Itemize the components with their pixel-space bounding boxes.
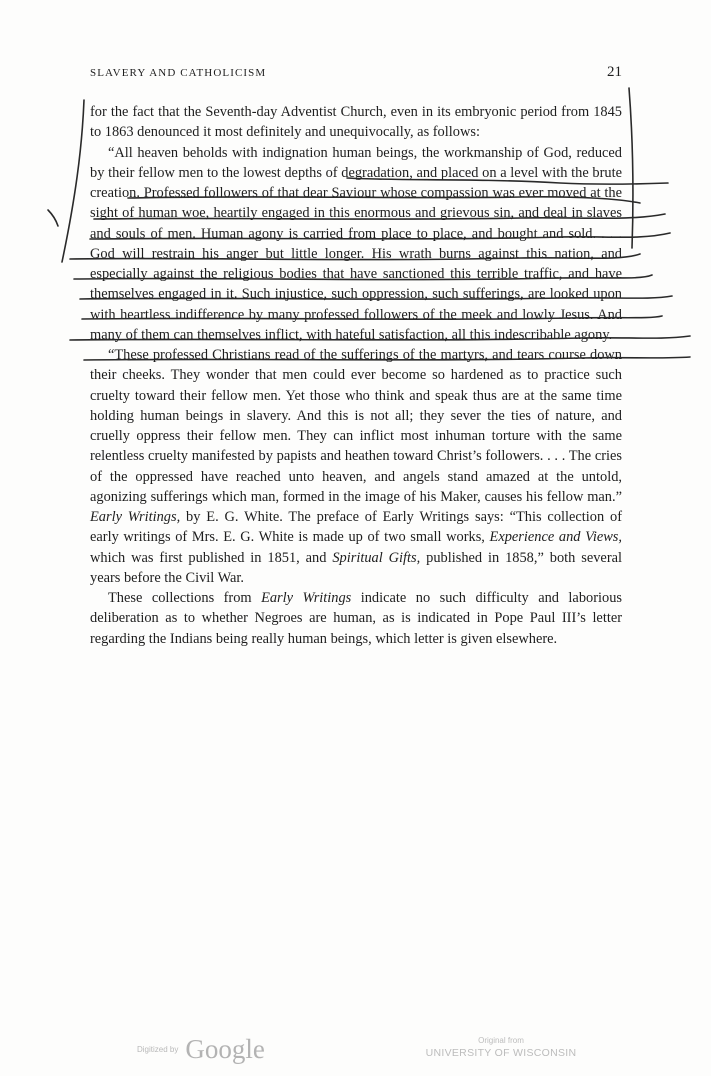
running-title: SLAVERY AND CATHOLICISM bbox=[90, 67, 267, 79]
text-run: by E. G. White. The preface of Early Writings says: “This collection of early writings of Mrs. E. G. White is made up of two small works, bbox=[90, 509, 622, 546]
italic-title-run: Spiritual Gifts, bbox=[332, 549, 421, 566]
text-run: These collections from bbox=[108, 590, 262, 606]
left-margin-bracket bbox=[62, 100, 84, 262]
paragraph-quote-heaven bbox=[90, 143, 622, 346]
original-source-watermark bbox=[410, 1036, 592, 1060]
italic-title-run: Experience and Views, bbox=[489, 529, 623, 546]
original-from-label: Original from bbox=[478, 1036, 524, 1045]
paragraph-intro bbox=[90, 102, 622, 143]
left-margin-tick bbox=[48, 210, 58, 226]
text-run: indicate no such difficulty and laborious deliberation as to whether Negroes are human, as is indicated in Pope Paul III’s letter regarding the Indians being really human beings, which letter is given elsewhere. bbox=[90, 590, 622, 647]
text-run: which was first published in 1851, and bbox=[90, 549, 333, 566]
italic-title-run: Early Writings bbox=[261, 590, 352, 606]
text-run: for the fact that the Seventh-day Adventist Church, even in its embryonic period from 1845 to 1863 denounced it most definitely and unequivocally, as follows: bbox=[90, 104, 622, 141]
text-run: “These professed Christians read of the sufferings of the martyrs, and tears course down their cheeks. They wonder that men could ever become so hardened as to practice such cruelty toward their fellow men. Yet those who think and speak thus are at the same time holding human beings in slavery. And this is not all; they sever the ties of nature, and cruelly oppress their fellow men. They can inflict most inhuman torture with the same relentless cruelty manifested by papists and heathen toward Christ’s followers. . . . The cries of the oppressed have reached unto heaven, and angels stand amazed at the untold, agonizing sufferings which man, formed in the image of his Maker, causes his fellow man.” bbox=[90, 347, 622, 505]
paragraph-quote-christians bbox=[90, 345, 622, 588]
text-run: “All heaven beholds with indignation human beings, the workmanship of God, reduced by their fellow men to the lowest depths of degradation, and placed on a level with the brute creation. Professed followers of that dear Saviour whose compassion was ever moved at the sight of human woe, heartily engaged in this enormous and grievous sin, and deal in slaves and souls of men. Human agony is carried from place to place, and bought and sold. . . . God will restrain his anger but little longer. His wrath burns against this nation, and especially against the religious bodies that have sanctioned this terrible traffic, and have themselves engaged in it. Such injustice, such oppression, such sufferings, are looked upon with heartless indifference by many professed followers of the meek and lowly Jesus. And many of them can themselves inflict, with hateful satisfaction, all this indescribable agony. bbox=[90, 144, 622, 343]
italic-title-run: Early Writings, bbox=[90, 509, 181, 525]
running-head bbox=[90, 64, 622, 84]
digitized-by-label: Digitized by bbox=[137, 1045, 179, 1054]
google-logo: Google bbox=[185, 1034, 265, 1064]
university-label: UNIVERSITY OF WISCONSIN bbox=[425, 1047, 577, 1059]
text-run: published in 1858,” both several years before the Civil War. bbox=[90, 549, 622, 586]
page-number: 21 bbox=[607, 64, 622, 80]
digitized-by-watermark bbox=[137, 1034, 265, 1066]
body-text bbox=[90, 102, 622, 649]
paragraph-conclusion bbox=[90, 588, 622, 649]
right-margin-bracket bbox=[629, 88, 633, 248]
